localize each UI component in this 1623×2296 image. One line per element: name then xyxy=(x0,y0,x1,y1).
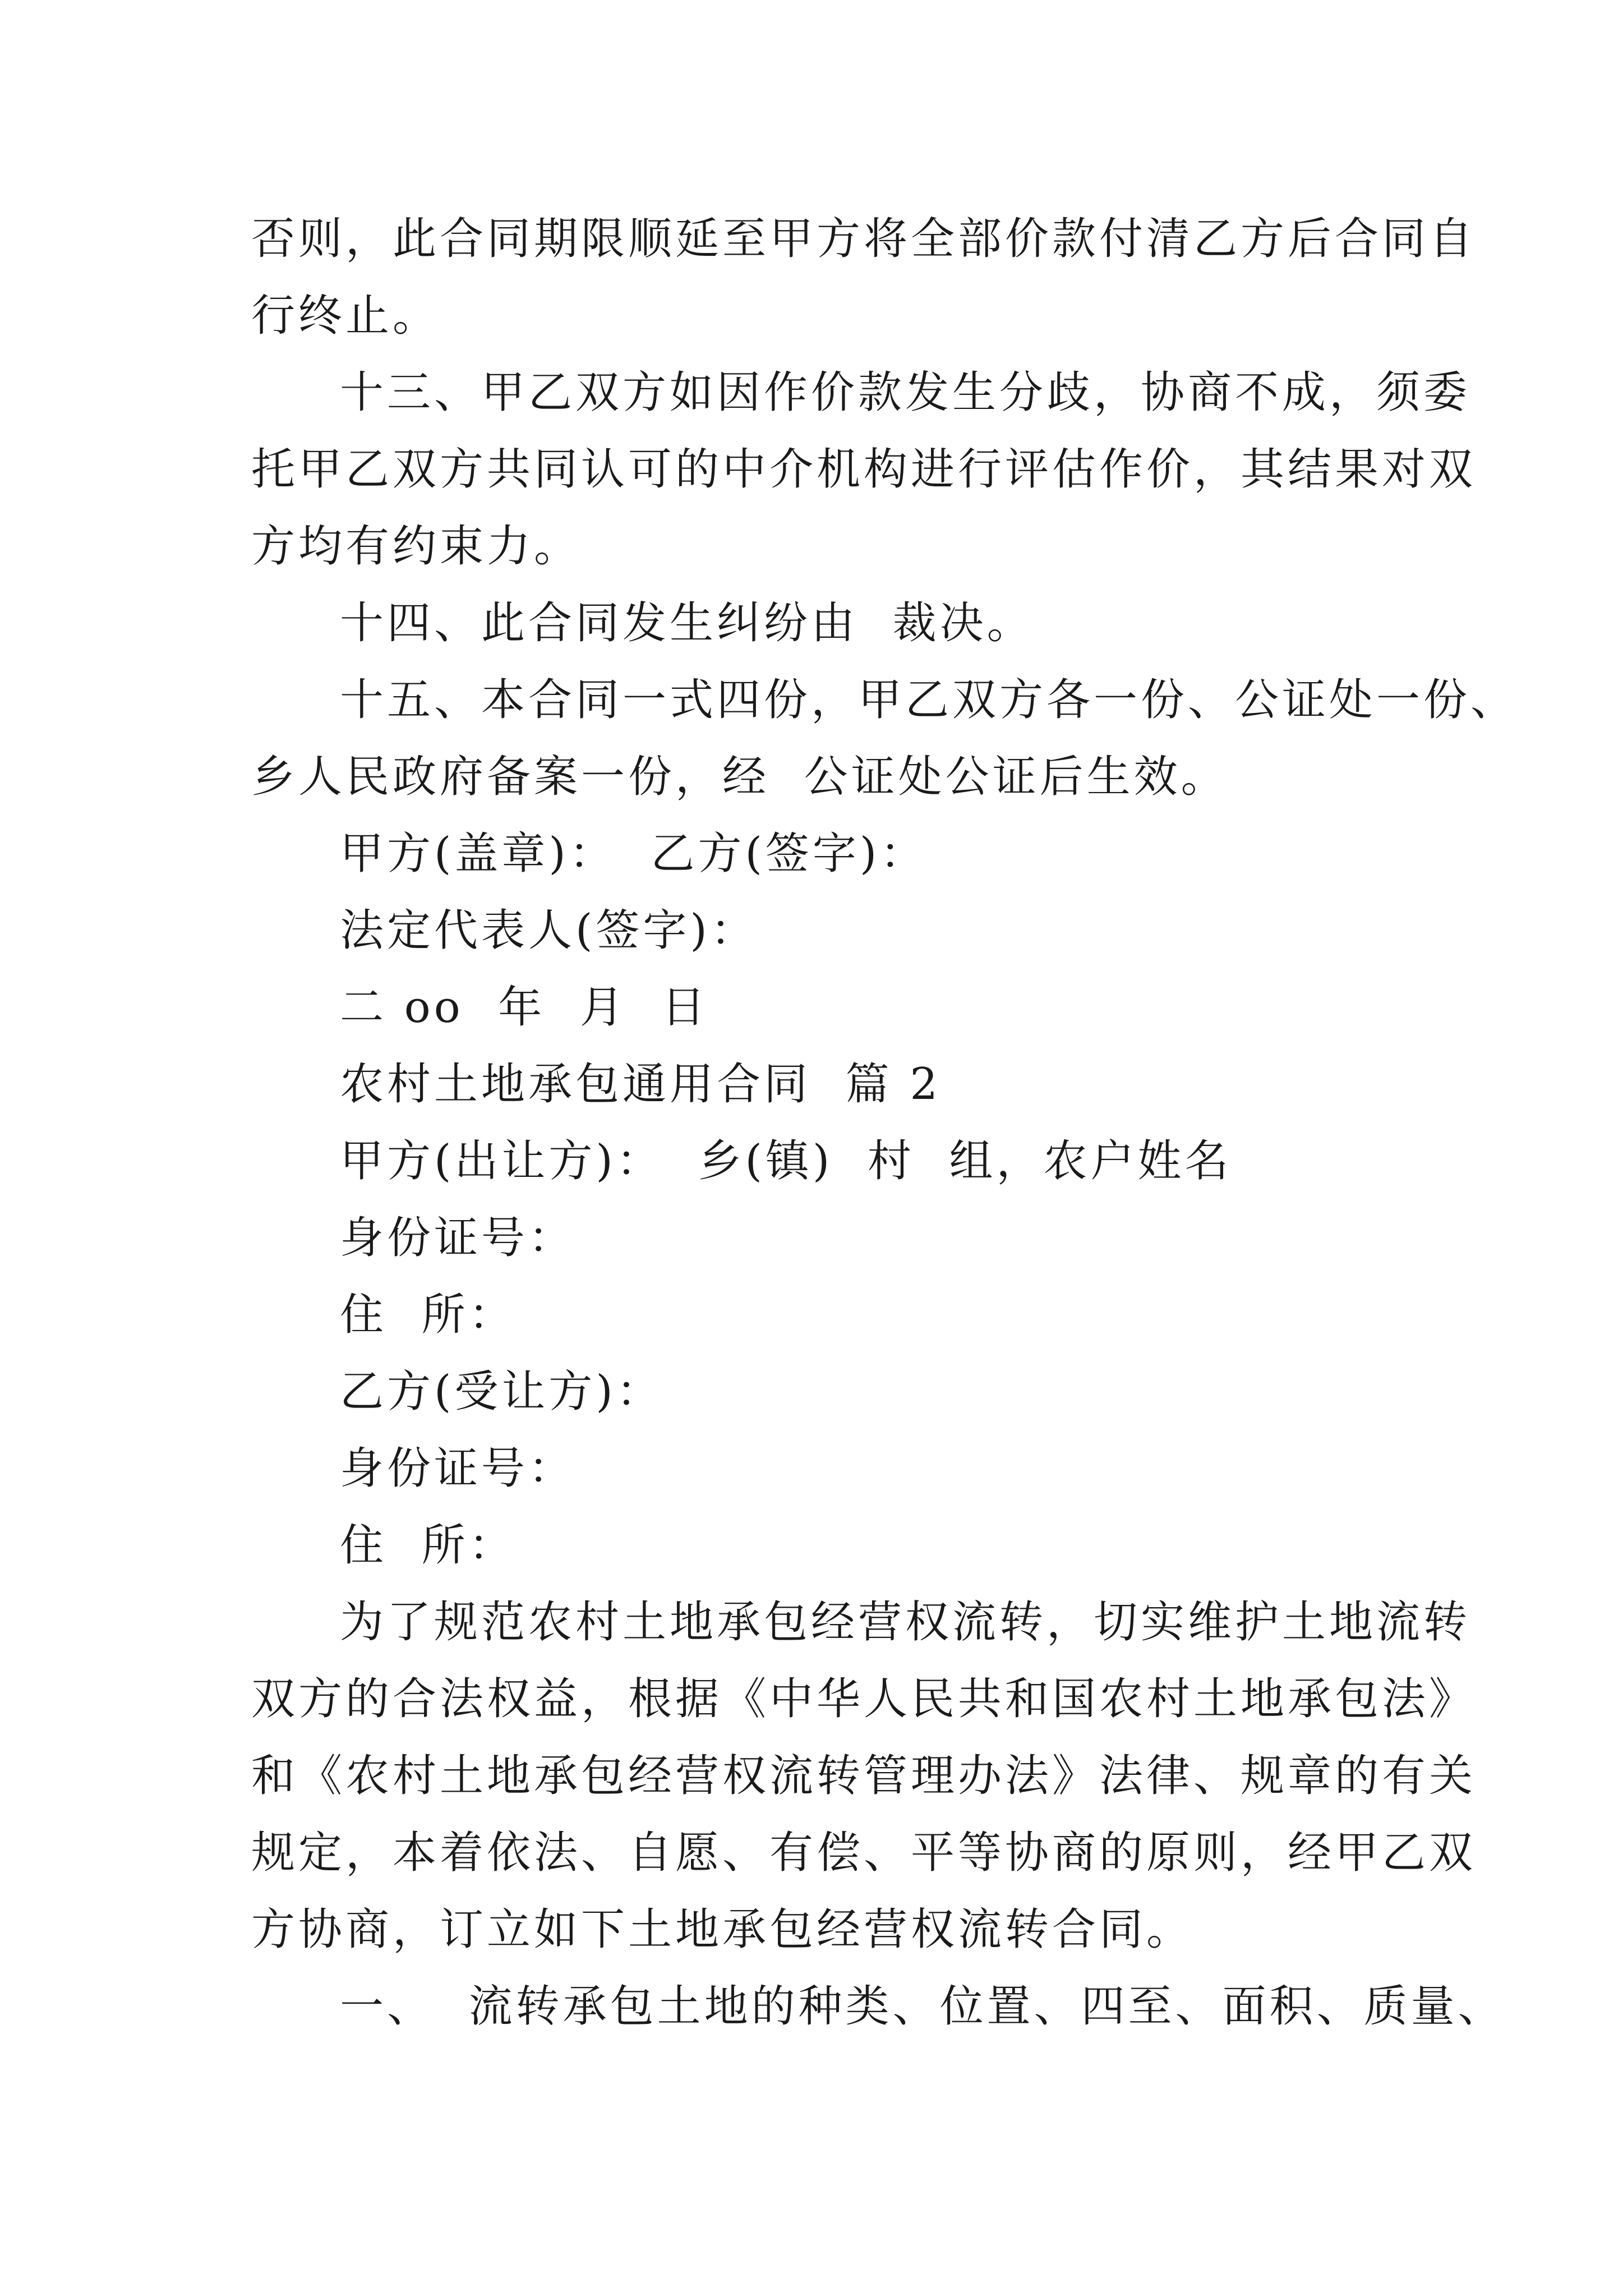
text-line: 乙方(受让方)： xyxy=(340,1366,663,1417)
text-line: 否则，此合同期限顺延至甲方将全部价款付清乙方后合同自 xyxy=(251,214,1477,264)
text-line: 十四、此合同发生纠纷由 裁决。 xyxy=(340,598,1034,648)
text-line: 方均有约束力。 xyxy=(251,521,582,572)
text-line: 身份证号： xyxy=(340,1443,576,1494)
text-line: 身份证号： xyxy=(340,1213,576,1263)
text-line: 和《农村土地承包经营权流转管理办法》法律、规章的有关 xyxy=(251,1751,1477,1801)
text-line: 为了规范农村土地承包经营权流转，切实维护土地流转 xyxy=(340,1597,1471,1648)
text-line: 甲方(盖章)： 乙方(签字)： xyxy=(340,829,928,879)
section-heading: 农村土地承包通用合同 篇 2 xyxy=(340,1059,942,1110)
text-line: 乡人民政府备案一份，经 公证处公证后生效。 xyxy=(251,752,1228,802)
text-line: 一、 流转承包土地的种类、位置、四至、面积、质量、 xyxy=(340,1981,1505,2032)
text-line: 法定代表人(签字)： xyxy=(340,905,758,956)
text-line: 甲方(出让方)： 乡(镇) 村 组，农户姓名 xyxy=(340,1136,1232,1186)
text-line: 方协商，订立如下土地承包经营权流转合同。 xyxy=(251,1904,1194,1955)
text-line: 双方的合法权益，根据《中华人民共和国农村土地承包法》 xyxy=(251,1674,1477,1724)
text-line: 托甲乙双方共同认可的中介机构进行评估作价，其结果对双 xyxy=(251,444,1477,495)
text-line: 行终止。 xyxy=(251,291,440,341)
text-line: 二 oo 年 月 日 xyxy=(340,982,709,1033)
text-line: 十五、本合同一式四份，甲乙双方各一份、公证处一份、 xyxy=(340,675,1518,725)
text-line: 规定，本着依法、自愿、有偿、平等协商的原则，经甲乙双 xyxy=(251,1828,1477,1878)
text-line: 住 所： xyxy=(340,1290,516,1340)
text-line: 十三、甲乙双方如因作价款发生分歧，协商不成，须委 xyxy=(340,367,1471,418)
text-line: 住 所： xyxy=(340,1520,516,1571)
